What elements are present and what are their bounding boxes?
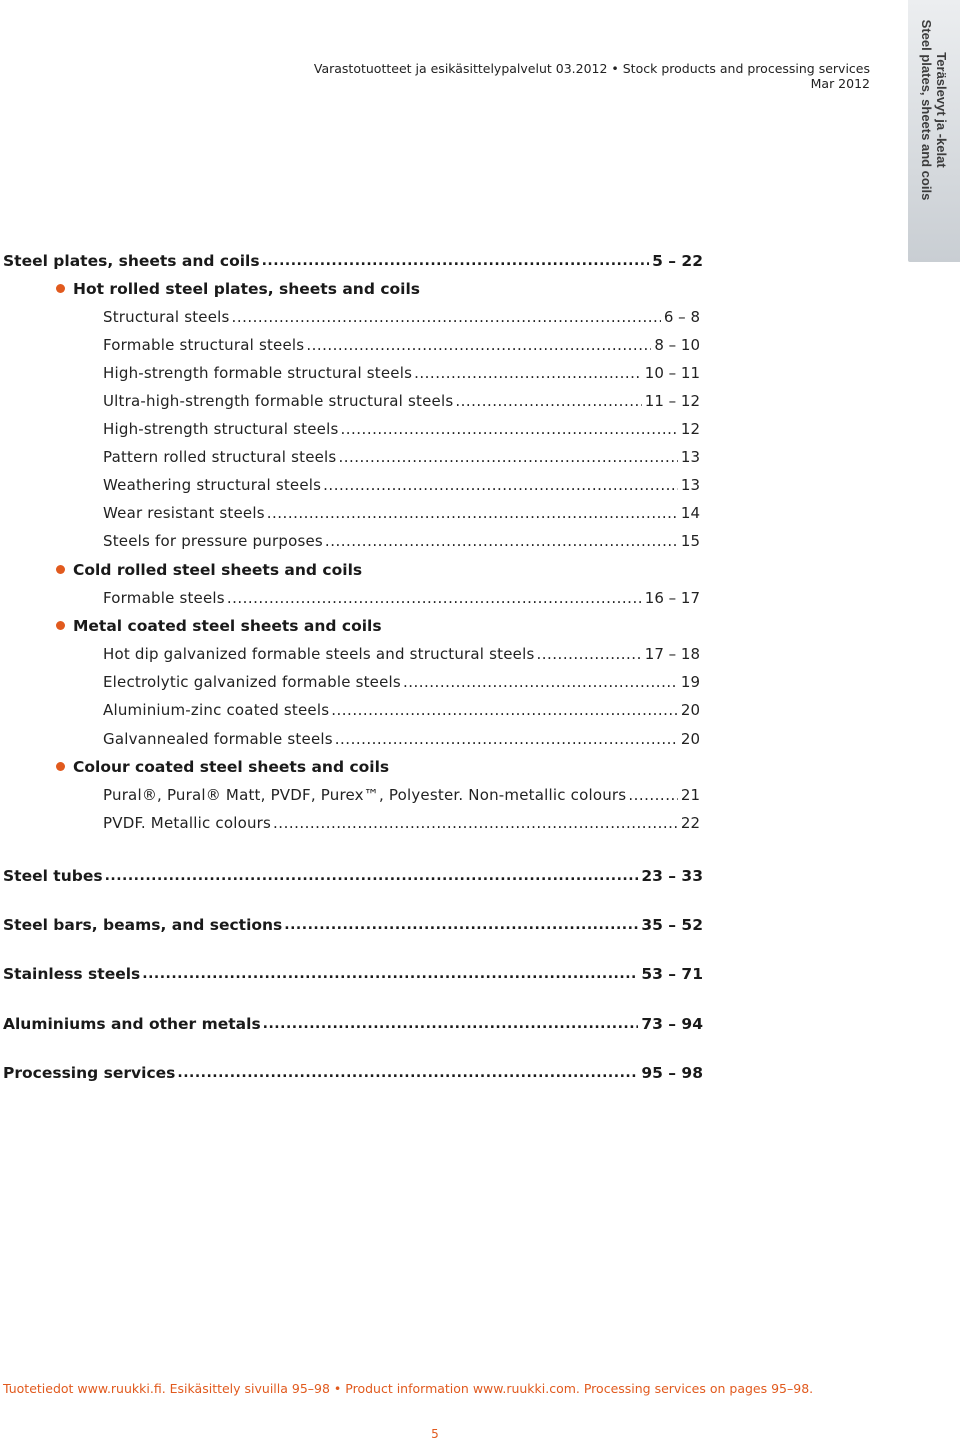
dot-leader <box>325 532 678 550</box>
toc-item: Galvannealed formable steels ..... 20 <box>103 724 700 748</box>
dot-leader <box>142 965 638 983</box>
bullet-icon <box>56 284 65 293</box>
dot-leader <box>267 504 678 522</box>
side-tab-text <box>919 20 949 201</box>
toc-item: Structural steels ..... 6 – 8 <box>103 302 700 326</box>
dot-leader <box>262 252 649 270</box>
toc-item: Aluminium-zinc coated steels ..... 20 <box>103 695 700 719</box>
toc-item: Formable structural steels ..... 8 – 10 <box>103 330 700 354</box>
toc-item: Wear resistant steels ..... 14 <box>103 498 700 522</box>
page-number: 5 <box>431 1427 439 1441</box>
toc-item: Hot dip galvanized formable steels and structural steels ..... 17 – 18 <box>103 639 700 663</box>
toc-item: Pural®, Pural® Matt, PVDF, Purex™, Polyester. Non-metallic colours ..... 21 <box>103 780 700 804</box>
dot-leader <box>414 364 642 382</box>
toc-item: PVDF. Metallic colours ..... 22 <box>103 808 700 832</box>
dot-leader <box>331 701 678 719</box>
toc-section-steel-plates: Steel plates, sheets and coils ..... 5 – 22 <box>3 246 703 270</box>
toc-item: Electrolytic galvanized formable steels ..... 19 <box>103 667 700 691</box>
toc-item: High-strength formable structural steels ..... 10 – 11 <box>103 358 700 382</box>
dot-leader <box>177 1064 638 1082</box>
toc-subsection-metal-coated: Metal coated steel sheets and coils <box>56 611 700 635</box>
toc-item: High-strength structural steels ..... 12 <box>103 414 700 438</box>
dot-leader <box>403 673 678 691</box>
dot-leader <box>227 589 642 607</box>
dot-leader <box>340 420 677 438</box>
dot-leader <box>232 308 661 326</box>
bullet-icon <box>56 762 65 771</box>
dot-leader <box>273 814 678 832</box>
toc-section-aluminiums: Aluminiums and other metals ..... 73 – 94 <box>3 1009 703 1033</box>
toc-item: Steels for pressure purposes ..... 15 <box>103 526 700 550</box>
toc-section-steel-bars: Steel bars, beams, and sections ..... 35 – 52 <box>3 910 703 934</box>
side-tab-title-en: Steel plates, sheets and coils <box>919 19 934 201</box>
dot-leader <box>628 786 678 804</box>
toc-subsection-cold-rolled: Cold rolled steel sheets and coils <box>56 555 700 579</box>
toc-section-processing: Processing services ..... 95 – 98 <box>3 1058 703 1082</box>
section-side-tab <box>908 0 960 262</box>
toc-item: Pattern rolled structural steels ..... 13 <box>103 442 700 466</box>
running-header: Varastotuotteet ja esikäsittelypalvelut 03.2012 • Stock products and processing services Mar 2012 <box>313 61 870 91</box>
footer-note: Tuotetiedot www.ruukki.fi. Esikäsittely sivuilla 95–98 • Product information www.ruukki.com. Processing services on pages 95–98. <box>3 1381 814 1396</box>
dot-leader <box>306 336 651 354</box>
dot-leader <box>105 867 639 885</box>
dot-leader <box>284 916 638 934</box>
toc-item: Formable steels ..... 16 – 17 <box>103 583 700 607</box>
toc-section-steel-tubes: Steel tubes ..... 23 – 33 <box>3 861 703 885</box>
toc-subsection-colour-coated: Colour coated steel sheets and coils <box>56 752 700 776</box>
toc-section-stainless: Stainless steels ..... 53 – 71 <box>3 959 703 983</box>
toc-item: Ultra-high-strength formable structural steels ..... 11 – 12 <box>103 386 700 410</box>
side-tab-title-fi: Teräslevyt ja -kelat <box>934 52 949 168</box>
toc-item: Weathering structural steels ..... 13 <box>103 470 700 494</box>
dot-leader <box>338 448 677 466</box>
bullet-icon <box>56 621 65 630</box>
dot-leader <box>335 730 678 748</box>
toc-subsection-hot-rolled: Hot rolled steel plates, sheets and coils <box>56 274 700 298</box>
dot-leader <box>323 476 678 494</box>
dot-leader <box>536 645 641 663</box>
bullet-icon <box>56 565 65 574</box>
dot-leader <box>455 392 641 410</box>
dot-leader <box>263 1015 639 1033</box>
